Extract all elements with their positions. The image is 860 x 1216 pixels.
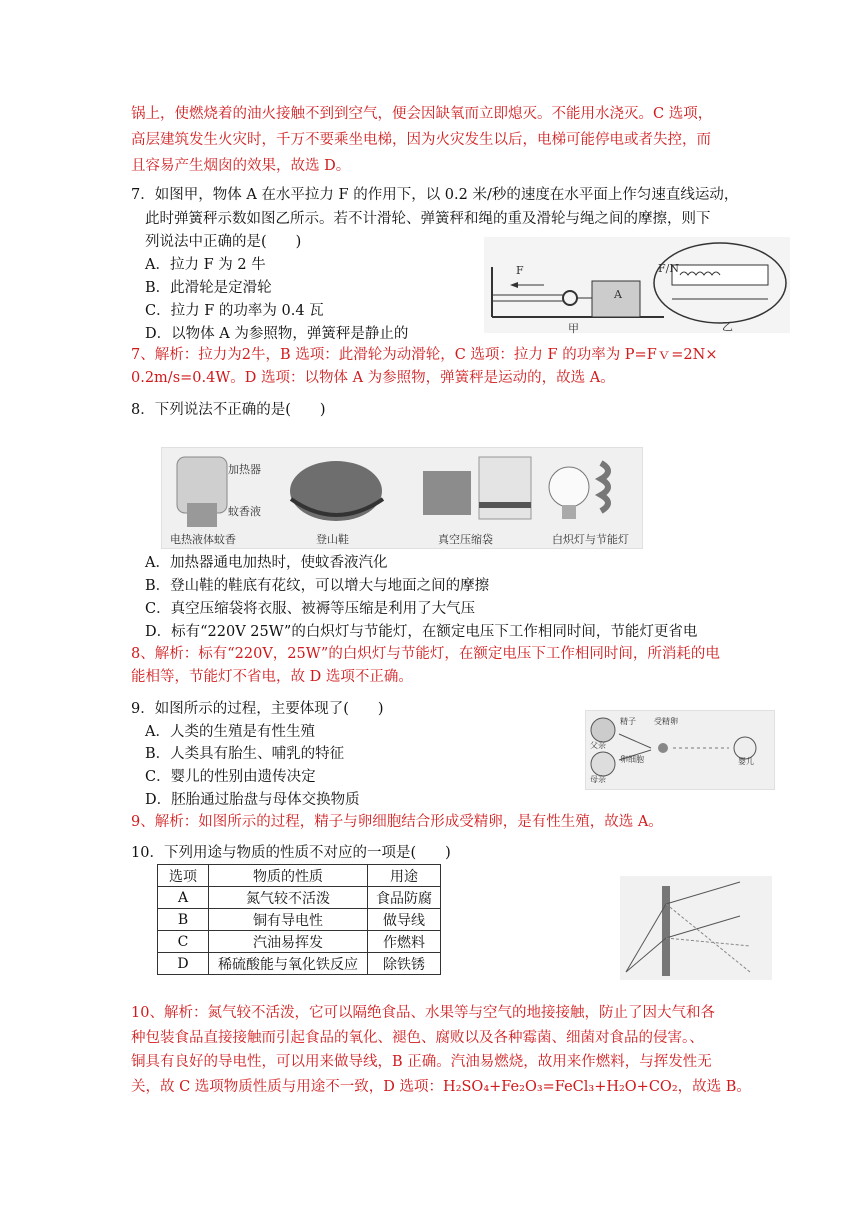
q7-stem-line: 此时弹簧秤示数如图乙所示。若不计滑轮、弹簧秤和绳的重及滑轮与绳之间的摩擦，则下 [145,211,711,227]
q9-label-mother: 母亲 [590,775,606,784]
q7-option-d: D．以物体 A 为参照物，弹簧秤是静止的 [145,326,409,342]
q7-option-a: A．拉力 F 为 2 牛 [145,257,266,273]
q7-pulley-figure [484,237,790,333]
table-cell: 除铁锈 [368,953,441,975]
q9-option-c: C．婴儿的性别由遗传决定 [145,769,316,785]
q7-figure-label-a: A [614,288,622,301]
q9-answer: 9、解析：如图所示的过程，精子与卵细胞结合形成受精卵，是有性生殖，故选 A。 [131,814,663,830]
q10-table [157,864,441,975]
q7-answer-line: 0.2m/s=0.4W。D 选项：以物体 A 为参照物，弹簧秤是运动的，故选 A。 [131,370,615,386]
table-cell: 作燃料 [368,931,441,953]
q9-option-b: B．人类具有胎生、哺乳的特征 [145,746,345,762]
q9-option-a: A．人类的生殖是有性生殖 [145,724,315,740]
q9-option-d: D．胚胎通过胎盘与母体交换物质 [145,792,360,808]
q8-caption-shoe: 登山鞋 [316,533,349,546]
q8-stem: 8．下列说法不正确的是( ) [131,402,326,418]
q8-caption-bag: 真空压缩袋 [438,533,493,546]
q8-caption-mosquito: 电热液体蚊香 [170,533,236,546]
q9-figure-art [585,710,773,788]
table-cell: 食品防腐 [368,887,441,909]
q10-answer-line: 铜具有良好的导电性，可以用来做导线，B 正确。汽油易燃烧，故用来作燃料，与挥发性无 [131,1054,712,1070]
q7-option-b: B．此滑轮是定滑轮 [145,280,272,296]
table-cell: D [158,953,209,975]
q7-stem-line: 列说法中正确的是( ) [145,234,302,250]
table-cell: B [158,909,209,931]
q8-tag-heater: 加热器 [228,463,261,476]
table-header-row [158,865,441,887]
q8-caption-lamp: 白炽灯与节能灯 [552,533,629,546]
table-header-cell: 选项 [158,865,209,887]
table-cell: 做导线 [368,909,441,931]
table-row [158,931,441,953]
q7-figure-label-jia: 甲 [568,322,579,335]
q10-answer-line: 10、解析：氮气较不活泼，它可以隔绝食品、水果等与空气的地接接触，防止了因大气和各 [131,1005,715,1021]
table-cell: 铜有导电性 [209,909,368,931]
prev-answer-line: 且容易产生烟囱的效果，故选 D。 [131,158,351,174]
table-row [158,953,441,975]
table-cell: C [158,931,209,953]
q7-figure-label-unit: F/N [658,262,679,275]
q9-label-zygote: 受精卵 [654,717,678,726]
q7-figure-label-f: F [516,264,524,277]
q9-label-sperm: 精子 [620,717,636,726]
q8-answer-line: 能相等，节能灯不省电，故 D 选项不正确。 [131,669,413,685]
q10-stem: 10．下列用途与物质的性质不对应的一项是( ) [131,845,451,861]
table-cell: 氮气较不活泼 [209,887,368,909]
q8-answer-line: 8、解析：标有“220V，25W”的白炽灯与节能灯，在额定电压下工作相同时间，所消耗的电 [131,646,720,662]
table-header-cell: 物质的性质 [209,865,368,887]
q8-option-d: D．标有“220V 25W”的白炽灯与节能灯，在额定电压下工作相同时间，节能灯更省电 [145,624,698,640]
table-cell: A [158,887,209,909]
q8-option-c: C．真空压缩袋将衣服、被褥等压缩是利用了大气压 [145,601,476,617]
q7-answer-line: 7、解析：拉力为2牛，B 选项：此滑轮为动滑轮，C 选项：拉力 F 的功率为 P=Fｖ=2N× [131,347,718,363]
q9-stem: 9．如图所示的过程，主要体现了( ) [131,701,384,717]
q9-label-egg: 卵细胞 [620,755,644,764]
table-cell: 汽油易挥发 [209,931,368,953]
q7-stem-line: 7．如图甲，物体 A 在水平拉力 F 的作用下，以 0.2 米/秒的速度在水平面上作匀速直线运动， [131,187,739,203]
q10-answer-line: 种包装食品直接接触而引起食品的氧化、褪色、腐败以及各种霉菌、细菌对食品的侵害。、 [131,1030,704,1046]
prev-answer-line: 高层建筑发生火灾时，千万不要乘坐电梯，因为火灾发生以后，电梯可能停电或者失控，而 [131,132,711,148]
q7-figure-label-yi: 乙 [722,320,733,333]
table-row [158,887,441,909]
q8-option-b: B．登山鞋的鞋底有花纹，可以增大与地面之间的摩擦 [145,578,490,594]
q10-answer-line: 关，故 C 选项物质性质与用途不一致，D 选项：H₂SO₄+Fe₂O₃=FeCl₃+H₂O+CO₂，故选 B。 [131,1079,751,1095]
q9-label-baby: 婴儿 [738,757,754,766]
prev-answer-line: 锅上，使燃烧着的油火接触不到到空气，便会因缺氧而立即熄灭。不能用水浇灭。C 选项， [131,106,713,122]
table-cell: 稀硫酸能与氧化铁反应 [209,953,368,975]
q8-tag-liquid: 蚊香液 [228,505,261,518]
q10-side-figure [620,876,772,980]
q7-option-c: C．拉力 F 的功率为 0.4 瓦 [145,303,324,319]
q9-label-father: 父亲 [590,741,606,750]
table-row [158,909,441,931]
table-header-cell: 用途 [368,865,441,887]
q8-option-a: A．加热器通电加热时，使蚊香液汽化 [145,555,388,571]
